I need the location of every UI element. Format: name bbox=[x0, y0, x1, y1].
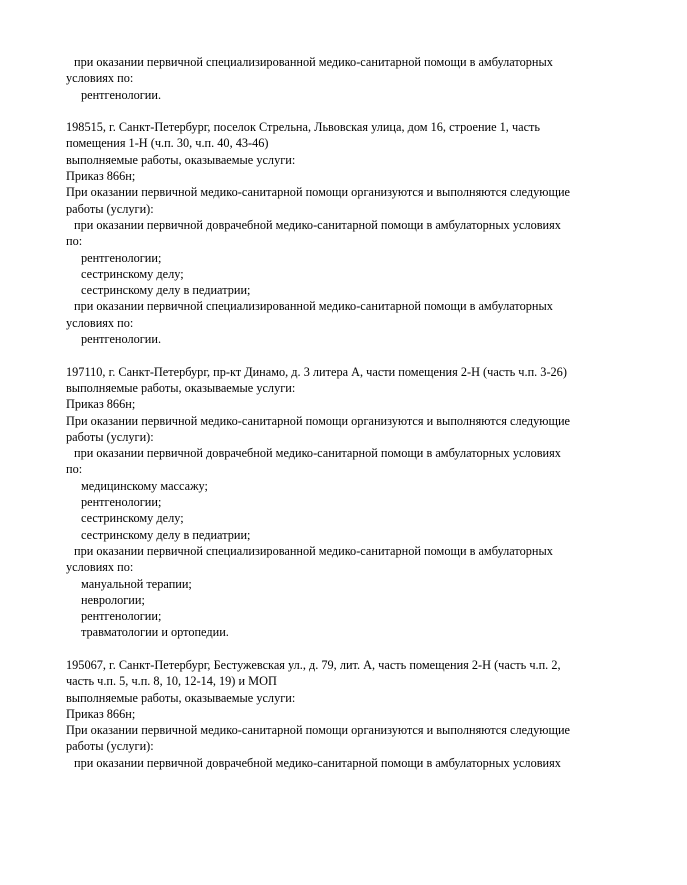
text-line: При оказании первичной медико-санитарной помощи организуются и выполняются следующие bbox=[66, 185, 570, 200]
service-item: сестринскому делу в педиатрии; bbox=[81, 527, 251, 542]
text-line: работы (услуги): bbox=[66, 429, 154, 444]
address-line: 195067, г. Санкт-Петербург, Бестужевская ул., д. 79, лит. А, часть помещения 2-Н (часть ч.п. 2, bbox=[66, 657, 561, 672]
text-line: условиях по: bbox=[66, 71, 134, 86]
service-item: рентгенологии; bbox=[81, 609, 162, 624]
service-item: неврологии; bbox=[81, 592, 145, 607]
text-line: выполняемые работы, оказываемые услуги: bbox=[66, 380, 296, 395]
service-item: рентгенологии. bbox=[81, 332, 162, 347]
text-line: Приказ 866н; bbox=[66, 706, 136, 721]
address-line: 197110, г. Санкт-Петербург, пр-кт Динамо, д. 3 литера А, части помещения 2-Н (часть ч.п. 3-26) bbox=[66, 364, 567, 379]
block-spacer bbox=[66, 103, 626, 119]
text-line: При оказании первичной медико-санитарной помощи организуются и выполняются следующие bbox=[66, 723, 570, 738]
block-spacer bbox=[66, 347, 626, 363]
text-line: при оказании первичной доврачебной медико-санитарной помощи в амбулаторных условиях bbox=[74, 217, 561, 232]
address-block bbox=[66, 364, 626, 641]
service-item: сестринскому делу; bbox=[81, 511, 184, 526]
text-line: при оказании первичной специализированной медико-санитарной помощи в амбулаторных bbox=[74, 55, 553, 69]
address-block bbox=[66, 657, 626, 771]
text-line: при оказании первичной специализированной медико-санитарной помощи в амбулаторных bbox=[74, 543, 553, 558]
text-line: по: bbox=[66, 462, 83, 477]
continued-service-block bbox=[66, 54, 626, 103]
service-item: рентгенологии. bbox=[81, 87, 162, 102]
text-line: работы (услуги): bbox=[66, 739, 154, 754]
text-line: часть ч.п. 5, ч.п. 8, 10, 12-14, 19) и МОП bbox=[66, 674, 277, 689]
text-line: условиях по: bbox=[66, 315, 134, 330]
service-item: медицинскому массажу; bbox=[81, 478, 208, 493]
service-item: мануальной терапии; bbox=[81, 576, 192, 591]
text-line: при оказании первичной доврачебной медико-санитарной помощи в амбулаторных условиях bbox=[74, 446, 561, 461]
service-item: сестринскому делу в педиатрии; bbox=[81, 283, 251, 298]
text-line: помещения 1-Н (ч.п. 30, ч.п. 40, 43-46) bbox=[66, 136, 269, 151]
service-item: рентгенологии; bbox=[81, 250, 162, 265]
text-line: Приказ 866н; bbox=[66, 169, 136, 184]
text-line: Приказ 866н; bbox=[66, 397, 136, 412]
text-line: выполняемые работы, оказываемые услуги: bbox=[66, 152, 296, 167]
service-item: сестринскому делу; bbox=[81, 266, 184, 281]
text-line: работы (услуги): bbox=[66, 201, 154, 216]
address-line: 198515, г. Санкт-Петербург, поселок Стрельна, Львовская улица, дом 16, строение 1, часть bbox=[66, 120, 541, 135]
address-block bbox=[66, 119, 626, 347]
document-body bbox=[66, 54, 626, 771]
text-line: по: bbox=[66, 234, 83, 249]
service-item: травматологии и ортопедии. bbox=[81, 625, 229, 640]
text-line: при оказании первичной доврачебной медико-санитарной помощи в амбулаторных условиях bbox=[74, 755, 561, 770]
text-line: выполняемые работы, оказываемые услуги: bbox=[66, 690, 296, 705]
service-item: рентгенологии; bbox=[81, 495, 162, 510]
text-line: При оказании первичной медико-санитарной помощи организуются и выполняются следующие bbox=[66, 413, 570, 428]
text-line: условиях по: bbox=[66, 560, 134, 575]
block-spacer bbox=[66, 641, 626, 657]
text-line: при оказании первичной специализированной медико-санитарной помощи в амбулаторных bbox=[74, 299, 553, 314]
